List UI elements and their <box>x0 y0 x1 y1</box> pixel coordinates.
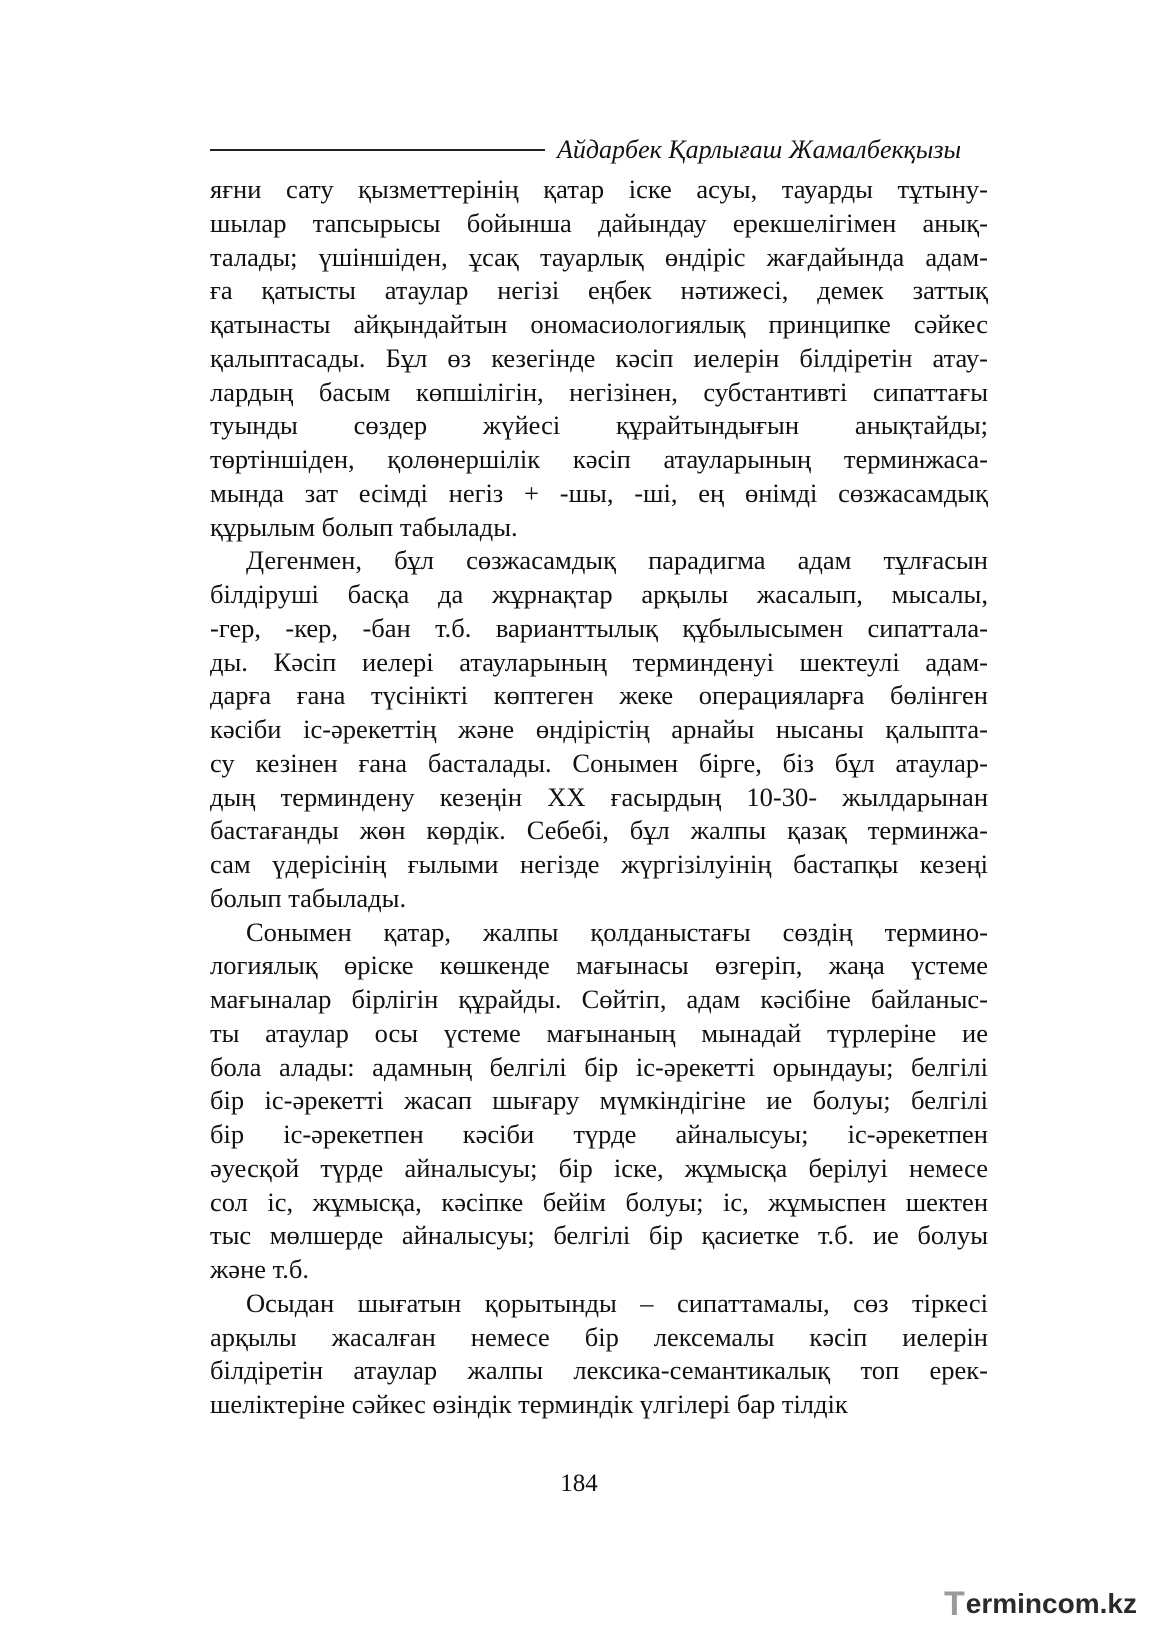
text-line: логиялық өріске көшкенде мағынасы өзгеріп, жаңа үстеме <box>210 950 988 981</box>
text-line: кәсіби іс-әрекеттің және өндірістің арнайы нысаны қалыпта- <box>210 714 988 744</box>
text-line: туынды сөздер жүйесі құрайтындығын анықтайды; <box>210 410 988 441</box>
text-line: қалыптасады. Бұл өз кезегінде кәсіп иелерін білдіретін атау- <box>210 342 988 373</box>
text-line: сол іс, жұмысқа, кәсіпке бейім болуы; іс, жұмыспен шектен <box>210 1186 988 1217</box>
text-line: Дегенмен, бұл сөзжасамдық парадигма адам тұлғасын <box>246 545 988 576</box>
text-line: су кезінен ғана басталады. Сонымен бірге, біз бұл атаулар- <box>210 747 988 778</box>
running-header <box>210 132 988 168</box>
watermark-logo-letter: T <box>944 1584 965 1623</box>
text-line: бір іс-әрекетпен кәсіби түрде айналысуы; іс-әрекетпен <box>210 1119 988 1149</box>
text-line: арқылы жасалған немесе бір лексемалы кәсіп иелерін <box>210 1321 988 1352</box>
paragraph <box>210 916 988 1287</box>
text-line: яғни сату қызметтерінің қатар іске асуы, тауарды тұтыну- <box>210 174 988 204</box>
text-line: қатынасты айқындайтын ономасиологиялық принципке сәйкес <box>210 309 988 339</box>
text-line: бастағанды жөн көрдік. Себебі, бұл жалпы қазақ терминжа- <box>210 815 988 846</box>
site-watermark <box>944 1586 1137 1622</box>
paragraph <box>210 544 988 915</box>
text-line: сам үдерісінің ғылыми негізде жүргізілуінің бастапқы кезеңі <box>210 849 988 879</box>
text-line: талады; үшіншіден, ұсақ тауарлық өндіріс жағдайында адам- <box>210 241 988 272</box>
text-line: ты атаулар осы үстеме мағынаның мынадай түрлеріне ие <box>210 1017 988 1048</box>
text-line: мағыналар бірлігін құрайды. Сөйтіп, адам кәсібіне байланыс- <box>210 984 988 1014</box>
text-line: шеліктеріне сәйкес өзіндік терминдік үлгілері бар тілдік <box>210 1389 848 1419</box>
body-text <box>210 173 988 1422</box>
text-line: ды. Кәсіп иелері атауларының терминденуі шектеулі адам- <box>210 646 988 677</box>
paragraph <box>210 1287 988 1422</box>
text-line: дарға ғана түсінікті көптеген жеке операцияларға бөлінген <box>210 680 988 711</box>
text-line: бір іс-әрекетті жасап шығару мүмкіндігіне ие болуы; белгілі <box>210 1085 988 1116</box>
text-line: -гер, -кер, -бан т.б. варианттылық құбылысымен сипаттала- <box>210 612 988 643</box>
text-line: дың терминдену кезеңін ХХ ғасырдың 10-30- жылдарынан <box>210 781 988 812</box>
text-line: білдіруші басқа да жұрнақтар арқылы жасалып, мысалы, <box>210 579 988 609</box>
text-line: болып табылады. <box>210 882 407 913</box>
text-line: әуесқой түрде айналысуы; бір іске, жұмысқа берілуі немесе <box>210 1152 988 1183</box>
watermark-text: ermincom.kz <box>965 1588 1137 1619</box>
text-line: Осыдан шығатын қорытынды – сипаттамалы, сөз тіркесі <box>246 1287 988 1318</box>
header-author: Айдарбек Қарлығаш Жамалбекқызы <box>557 135 962 164</box>
text-line: Сонымен қатар, жалпы қолданыстағы сөздің термино- <box>246 916 988 947</box>
text-line: құрылым болып табылады. <box>210 511 518 542</box>
text-line: шылар тапсырысы бойынша дайындау ерекшелігімен анық- <box>210 207 988 238</box>
text-line: төртіншіден, қолөнершілік кәсіп атауларының терминжаса- <box>210 444 988 474</box>
text-line: және т.б. <box>210 1254 309 1284</box>
paragraph <box>210 173 988 544</box>
text-line: бола алады: адамның белгілі бір іс-әрекетті орындауы; белгілі <box>210 1051 988 1082</box>
text-line: лардың басым көпшілігін, негізінен, субстантивті сипаттағы <box>210 376 988 407</box>
text-line: білдіретін атаулар жалпы лексика-семантикалық топ ерек- <box>210 1355 988 1386</box>
header-rule <box>210 149 545 151</box>
text-line: мында зат есімді негіз + -шы, -ші, ең өнімді сөзжасамдық <box>210 477 988 508</box>
text-line: ға қатысты атаулар негізі еңбек нәтижесі, демек заттық <box>210 275 988 306</box>
page-number: 184 <box>560 1470 598 1497</box>
text-line: тыс мөлшерде айналысуы; белгілі бір қасиетке т.б. ие болуы <box>210 1220 988 1251</box>
